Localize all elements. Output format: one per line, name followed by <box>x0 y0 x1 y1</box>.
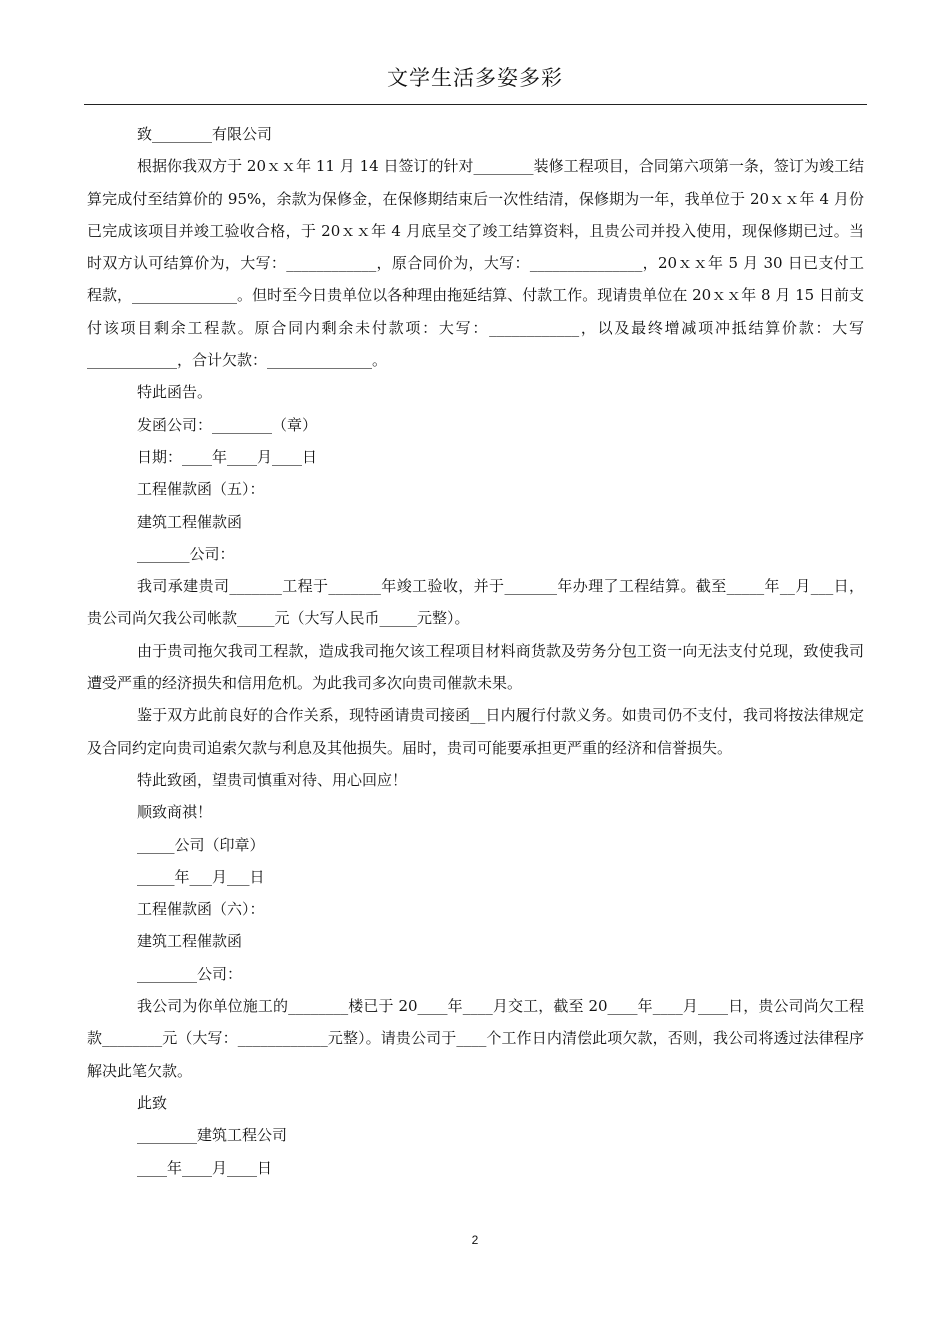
section-heading: 工程催款函（五）： <box>137 480 265 499</box>
body-paragraph: 鉴于双方此前良好的合作关系，现特函请贵司接函__日内履行付款义务。如贵司仍不支付，我司将按法律规定及合同约定向贵司追索欠款与利息及其他损失。届时，贵司可能要承担更严重的经济和信誉损失。 <box>87 706 864 757</box>
sender-line: 发函公司：________（章） <box>137 415 318 434</box>
closing-line: 特此函告。 <box>137 383 213 402</box>
header-rule <box>84 104 867 105</box>
letter-title: 建筑工程催款函 <box>137 512 243 531</box>
body-paragraph: 根据你我双方于 20ｘｘ年 11 月 14 日签订的针对________装修工程项目，合同第六项第一条，签订为竣工结算完成付至结算价的 95%，余款为保修金，在保修期结束后一次性结清，保修期为一年，我单位于 20ｘｘ年 4 月份已完成该项目并竣工验收合格，于 20ｘｘ年 4 月底呈交了竣工结算资料，且贵公司并投入使用，现保修期已过。当时双方认可结算价为，大写：____________，原合同价为，大写：_______________，20ｘｘ年 5 月 30 日已支付工程款，______________。但时至今日贵单位以各种理由拖延结算、付款工作。现请贵单位在 20ｘｘ年 8 月 15 日前支付该项目剩余工程款。原合同内剩余未付款项：大写：____________，以及最终增减项冲抵结算价款：大写____________，合计欠款：______________。 <box>87 157 864 370</box>
date-line: _____年___月___日 <box>137 867 265 886</box>
recipient-line: 致________有限公司 <box>137 125 273 143</box>
body-paragraph: 我司承建贵司_______工程于_______年竣工验收，并于_______年办理了工程结算。截至_____年__月___日，贵公司尚欠我公司帐款_____元（大写人民币_____元整）。 <box>87 577 864 628</box>
closing-line: 此致 <box>137 1093 168 1112</box>
closing-line: 特此致函，望贵司慎重对待、用心回应！ <box>137 770 408 789</box>
page-title: 文学生活多姿多彩 <box>387 66 563 90</box>
recipient-line: ________公司： <box>137 964 243 983</box>
section-heading: 工程催款函（六）： <box>137 900 265 919</box>
body-paragraph: 我公司为你单位施工的________楼已于 20____年____月交工，截至 20____年____月____日，贵公司尚欠工程款________元（大写：____________元整）。请贵公司于____个工作日内清偿此项欠款，否则，我公司将透过法律程序解决此笔欠款。 <box>87 997 864 1080</box>
document-body <box>87 118 864 1184</box>
signature-line: ________建筑工程公司 <box>137 1126 288 1145</box>
page-number: 2 <box>471 1233 479 1247</box>
recipient-line: _______公司： <box>137 544 235 563</box>
closing-line: 顺致商祺！ <box>137 803 213 822</box>
date-line: ____年____月____日 <box>137 1158 273 1177</box>
signature-line: _____公司（印章） <box>137 835 265 854</box>
body-paragraph: 由于贵司拖欠我司工程款，造成我司拖欠该工程项目材料商货款及劳务分包工资一向无法支付兑现，致使我司遭受严重的经济损失和信用危机。为此我司多次向贵司催款未果。 <box>87 641 864 693</box>
letter-title: 建筑工程催款函 <box>137 932 243 951</box>
date-line: 日期：____年____月____日 <box>137 447 318 466</box>
